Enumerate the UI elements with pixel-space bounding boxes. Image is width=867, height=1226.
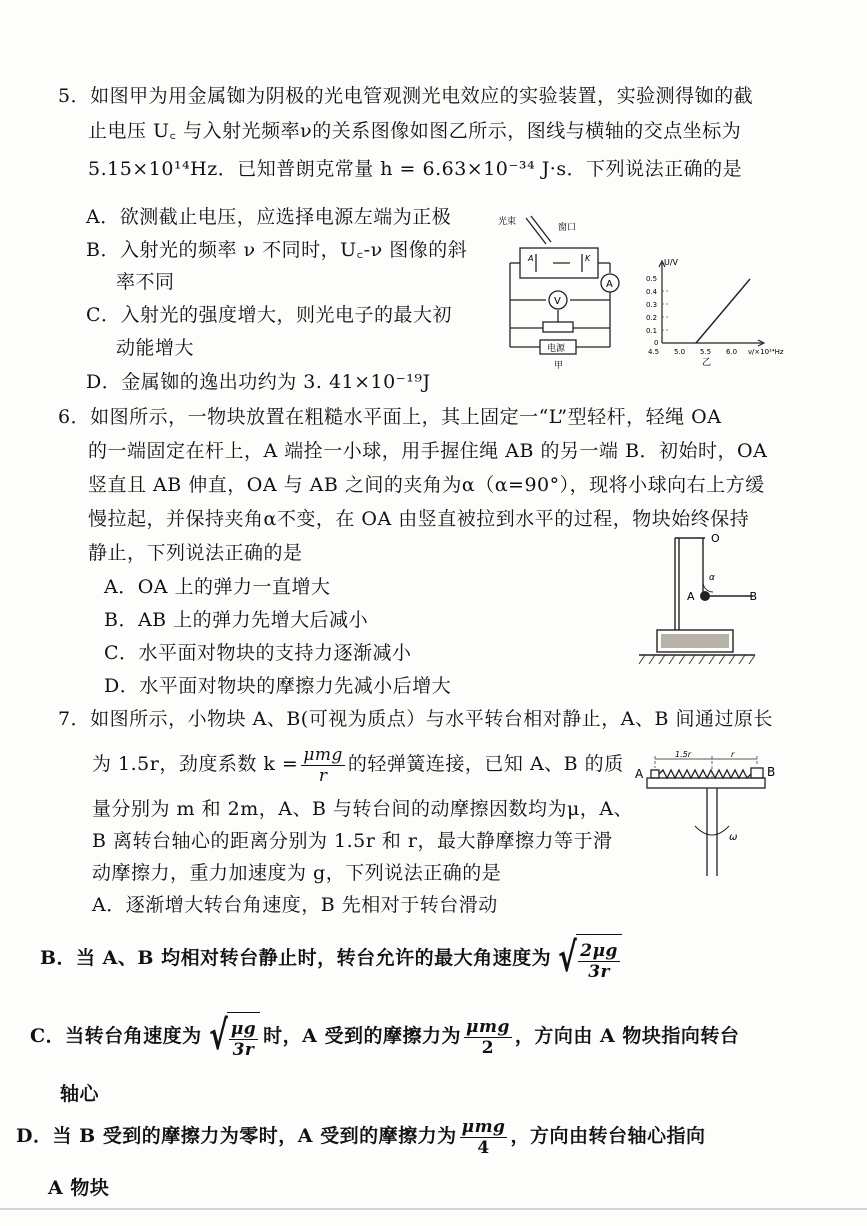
q7-stem-line5: 动摩擦力，重力加速度为 g，下列说法正确的是 — [92, 862, 502, 884]
q5-stem-line2: 止电压 U꜀ 与入射光频率ν的关系图像如图乙所示，图线与横轴的交点坐标为 — [88, 120, 742, 142]
q6-figure — [635, 530, 760, 668]
block-a-label: A — [635, 767, 644, 781]
label-light-beam: 光束 — [498, 217, 517, 227]
q7-line2-post: 的轻弹簧连接，已知 A、B 的质 — [347, 753, 624, 775]
q7-option-b-text: B．当 A、B 均相对转台静止时，转台允许的最大角速度为 — [40, 947, 552, 969]
sqrt-numerator: 2μg — [580, 940, 618, 961]
spring-constant-fraction — [301, 745, 345, 786]
fraction-denominator: 2 — [481, 1037, 495, 1058]
point-b-label: B — [749, 590, 757, 603]
graph-y-tick-0.3: 0.3 — [646, 301, 658, 309]
q6-stem-line4: 慢拉起，并保持夹角α不变，在 OA 由竖直被拉到水平的过程，物块始终保持 — [88, 508, 750, 530]
q7-option-c — [30, 1012, 739, 1062]
q6-option-c: C．水平面对物块的支持力逐渐减小 — [104, 642, 412, 664]
q7-option-d-line2: A 物块 — [48, 1177, 110, 1199]
q7-option-d-post: ，方向由转台轴心指向 — [510, 1125, 706, 1147]
q7-line2-pre: 为 1.5r，劲度系数 k = — [92, 753, 299, 775]
q5-option-d: D．金属铷的逸出功约为 3. 41×10⁻¹⁹J — [86, 371, 431, 393]
graph-y-tick-0: 0 — [654, 339, 659, 347]
friction-fraction — [464, 1017, 512, 1058]
q5-option-b-line2: 率不同 — [116, 271, 175, 293]
graph-x-tick-6.0: 6.0 — [726, 348, 738, 356]
q7-option-c-mid: 时，A 受到的摩擦力为 — [263, 1025, 462, 1047]
fraction-numerator: μmg — [466, 1016, 510, 1037]
q6-option-d: D．水平面对物块的摩擦力先减小后增大 — [104, 675, 452, 697]
q6-stem-line3: 竖直且 AB 伸直，OA 与 AB 之间的夹角为α（α=90°），现将小球向右上方缓 — [88, 474, 765, 496]
graph-x-label: ν/×10¹⁴Hz — [748, 348, 784, 356]
circuit-diagram — [498, 210, 626, 370]
point-a-label: A — [687, 590, 695, 603]
fraction-numerator: μmg — [461, 1116, 506, 1137]
sqrt-denominator: 3r — [232, 1039, 255, 1060]
point-o-label: O — [711, 532, 720, 545]
q5-option-c-line1: C．入射光的强度增大，则光电子的最大初 — [86, 304, 453, 326]
graph-y-tick-0.5: 0.5 — [646, 275, 658, 283]
q7-stem-line4: B 离转台轴心的距离分别为 1.5r 和 r，最大静摩擦力等于滑 — [92, 830, 613, 852]
uc-frequency-graph — [640, 255, 810, 370]
page-bottom-divider — [0, 1208, 867, 1210]
q5-figure-graph — [640, 255, 810, 370]
graph-y-tick-0.4: 0.4 — [646, 288, 658, 296]
q5-stem-line3: 5.15×10¹⁴Hz．已知普朗克常量 h = 6.63×10⁻³⁴ J·s．下列说法正确的是 — [88, 158, 743, 180]
angular-velocity-sqrt: √ $\frac{\mu g}{3r}$ — [205, 1012, 261, 1062]
q6-stem-line1: 6．如图所示，一物块放置在粗糙水平面上，其上固定一“L”型轻杆，轻绳 OA — [58, 406, 722, 428]
sqrt-denominator: 3r — [588, 961, 611, 982]
q7-option-d — [16, 1112, 705, 1160]
voltmeter-label: V — [554, 296, 561, 307]
q7-option-d-pre: D．当 B 受到的摩擦力为零时，A 受到的摩擦力为 — [16, 1125, 457, 1147]
turntable-diagram — [633, 748, 783, 880]
graph-y-label: U/V — [664, 258, 679, 267]
q7-stem-line1: 7．如图所示，小物块 A、B(可视为质点）与水平转台相对静止，A、B 间通过原长 — [58, 708, 773, 730]
q6-option-a: A．OA 上的弹力一直增大 — [104, 576, 331, 598]
q6-stem-line2: 的一端固定在杆上，A 端拴一小球，用手握住绳 AB 的另一端 B．初始时，OA — [88, 440, 768, 462]
sqrt-numerator: μg — [230, 1018, 257, 1039]
graph-y-tick-0.1: 0.1 — [646, 327, 658, 335]
omega-label: ω — [729, 832, 738, 843]
q7-option-c-pre: C．当转台角速度为 — [30, 1025, 202, 1047]
max-angular-velocity-sqrt: √ $\frac{2\mu g}{3r}$ — [554, 934, 622, 984]
label-cathode: K — [585, 254, 591, 263]
fraction-numerator: μmg — [303, 744, 343, 765]
q5-option-c-line2: 动能增大 — [116, 337, 195, 359]
q7-option-c-post: ，方向由 A 物块指向转台 — [514, 1025, 740, 1047]
l-rod-diagram — [635, 530, 760, 668]
q7-option-a: A．逐渐增大转台角速度，B 先相对于转台滑动 — [92, 894, 498, 916]
figure-caption-jia: 甲 — [554, 361, 564, 370]
q6-stem-line5: 静止，下列说法正确的是 — [88, 542, 303, 564]
distance-a-label: 1.5r — [675, 750, 692, 759]
label-anode: A — [528, 254, 534, 263]
angle-alpha-label: α — [709, 573, 715, 583]
q7-stem-line3: 量分别为 m 和 2m，A、B 与转台间的动摩擦因数均为μ，A、 — [92, 798, 634, 820]
distance-b-label: r — [731, 750, 735, 759]
graph-y-tick-0.2: 0.2 — [646, 314, 658, 322]
q7-figure — [633, 748, 783, 880]
q7-option-b — [40, 934, 625, 984]
q5-figure-circuit — [498, 210, 626, 370]
q7-stem-line2 — [92, 740, 624, 788]
q5-option-a: A．欲测截止电压，应选择电源左端为正极 — [86, 206, 452, 228]
friction-fraction — [460, 1117, 508, 1158]
block-b-label: B — [767, 765, 776, 779]
graph-x-tick-4.5: 4.5 — [648, 348, 660, 356]
graph-x-tick-5.0: 5.0 — [674, 348, 686, 356]
label-window: 窗口 — [558, 223, 577, 233]
q5-option-b-line1: B．入射光的频率 ν 不同时，U꜀-ν 图像的斜 — [86, 239, 468, 261]
q5-stem-line1: 5．如图甲为用金属铷为阴极的光电管观测光电效应的实验装置，实验测得铷的截 — [58, 85, 754, 107]
ammeter-label: A — [606, 279, 613, 290]
fraction-denominator: 4 — [477, 1137, 490, 1158]
fraction-denominator: r — [318, 765, 328, 786]
graph-x-tick-5.5: 5.5 — [700, 348, 712, 356]
power-source-label: 电源 — [547, 344, 566, 354]
q7-option-c-line2: 轴心 — [60, 1083, 100, 1105]
figure-caption-yi: 乙 — [702, 358, 712, 368]
q6-option-b: B．AB 上的弹力先增大后减小 — [104, 609, 369, 631]
